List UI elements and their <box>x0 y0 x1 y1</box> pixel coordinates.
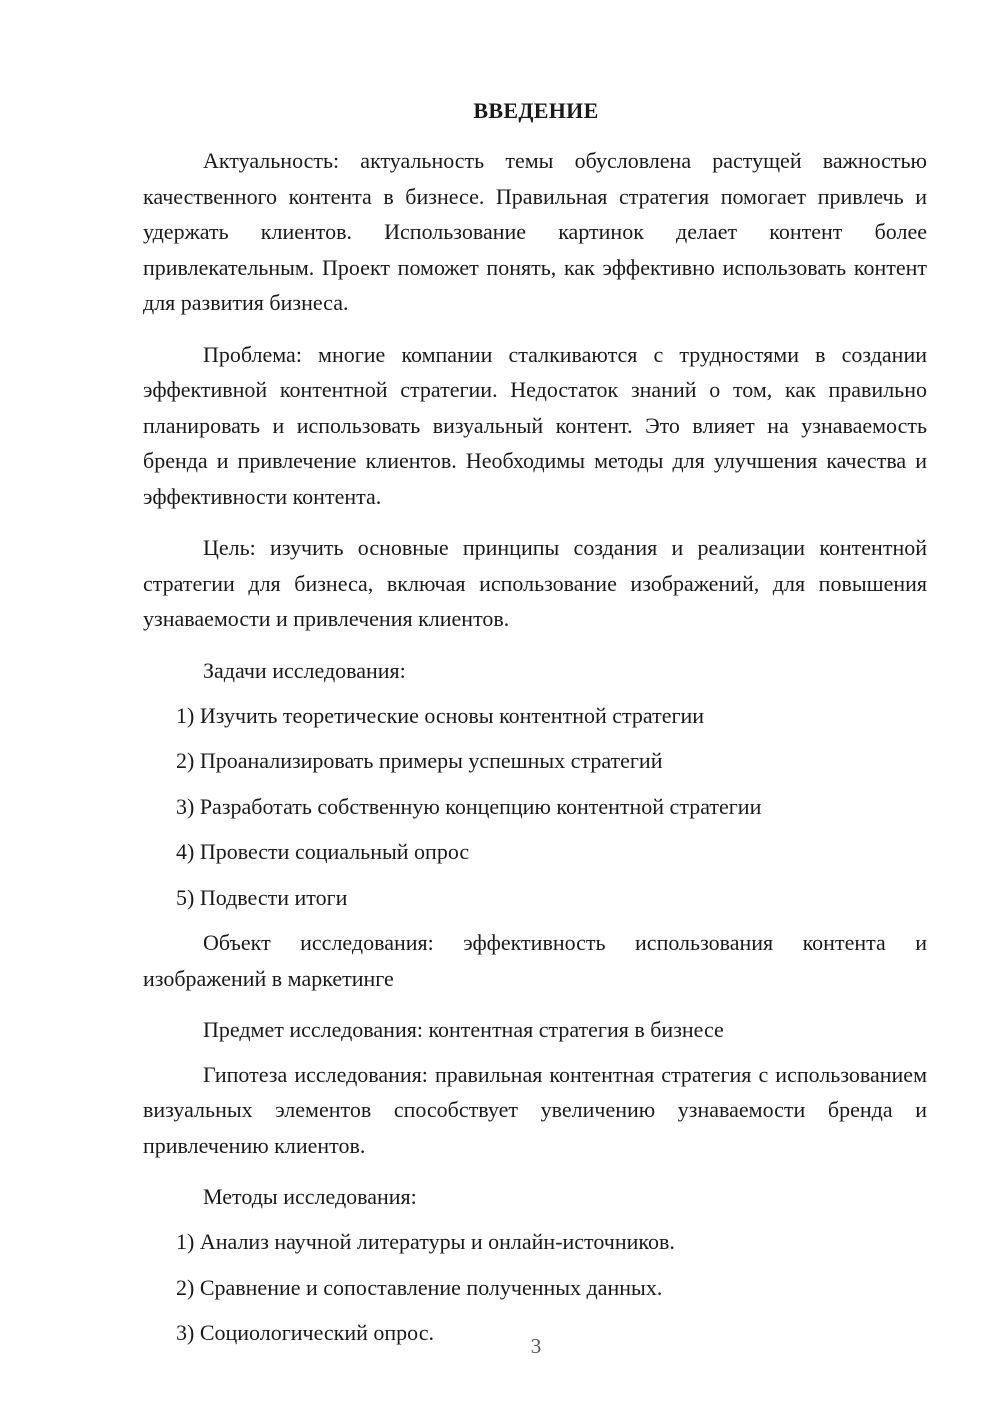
list-item: 3) Разработать собственную концепцию контентной стратегии <box>176 793 762 819</box>
list-item: 5) Подвести итоги <box>176 884 348 910</box>
goal-paragraph: Цель: изучить основные принципы создания и реализации контентной стратегии для бизнеса, включая использование изображений, для повышения узнаваемости и привлечения клиентов. <box>143 535 927 631</box>
methods-label: Методы исследования: <box>203 1184 417 1209</box>
list-item: 4) Провести социальный опрос <box>176 839 470 864</box>
problem-paragraph: Проблема: многие компании сталкиваются с трудностями в создании эффективной контентной стратегии. Недостаток знаний о том, как правильно планировать и использовать визуальный контент. Это влияет на узнаваемость бренда и привлечение клиентов. Необходимы методы для улучшения качества и эффективности контента. <box>143 341 927 509</box>
tasks-label: Задачи исследования: <box>203 657 406 683</box>
list-item: 1) Анализ научной литературы и онлайн-источников. <box>176 1229 675 1254</box>
page-number: 3 <box>530 1334 542 1358</box>
hypothesis-paragraph: Гипотеза исследования: правильная контентная стратегия с использованием визуальных элементов способствует увеличению узнаваемости бренда и привлечению клиентов. <box>143 1061 927 1158</box>
list-item: 1) Изучить теоретические основы контентной стратегии <box>176 702 705 728</box>
list-item: 2) Сравнение и сопоставление полученных данных. <box>176 1274 663 1300</box>
relevance-paragraph: Актуальность: актуальность темы обусловлена растущей важностью качественного контента в бизнесе. Правильная стратегия помогает привлечь и удержать клиентов. Использование картинок делает контент более привлекательным. Проект поможет понять, как эффективно использовать контент для развития бизнеса. <box>143 148 927 315</box>
subject-paragraph: Предмет исследования: контентная стратегия в бизнесе <box>203 1017 724 1042</box>
list-item: 3) Социологический опрос. <box>176 1320 434 1345</box>
tasks-list <box>143 698 927 926</box>
page-body <box>143 143 927 1361</box>
page-title: ВВЕДЕНИЕ <box>473 98 599 123</box>
object-paragraph: Объект исследования: эффективность использования контента и изображений в маркетинге <box>143 930 927 991</box>
list-item: 2) Проанализировать примеры успешных стратегий <box>176 748 663 773</box>
